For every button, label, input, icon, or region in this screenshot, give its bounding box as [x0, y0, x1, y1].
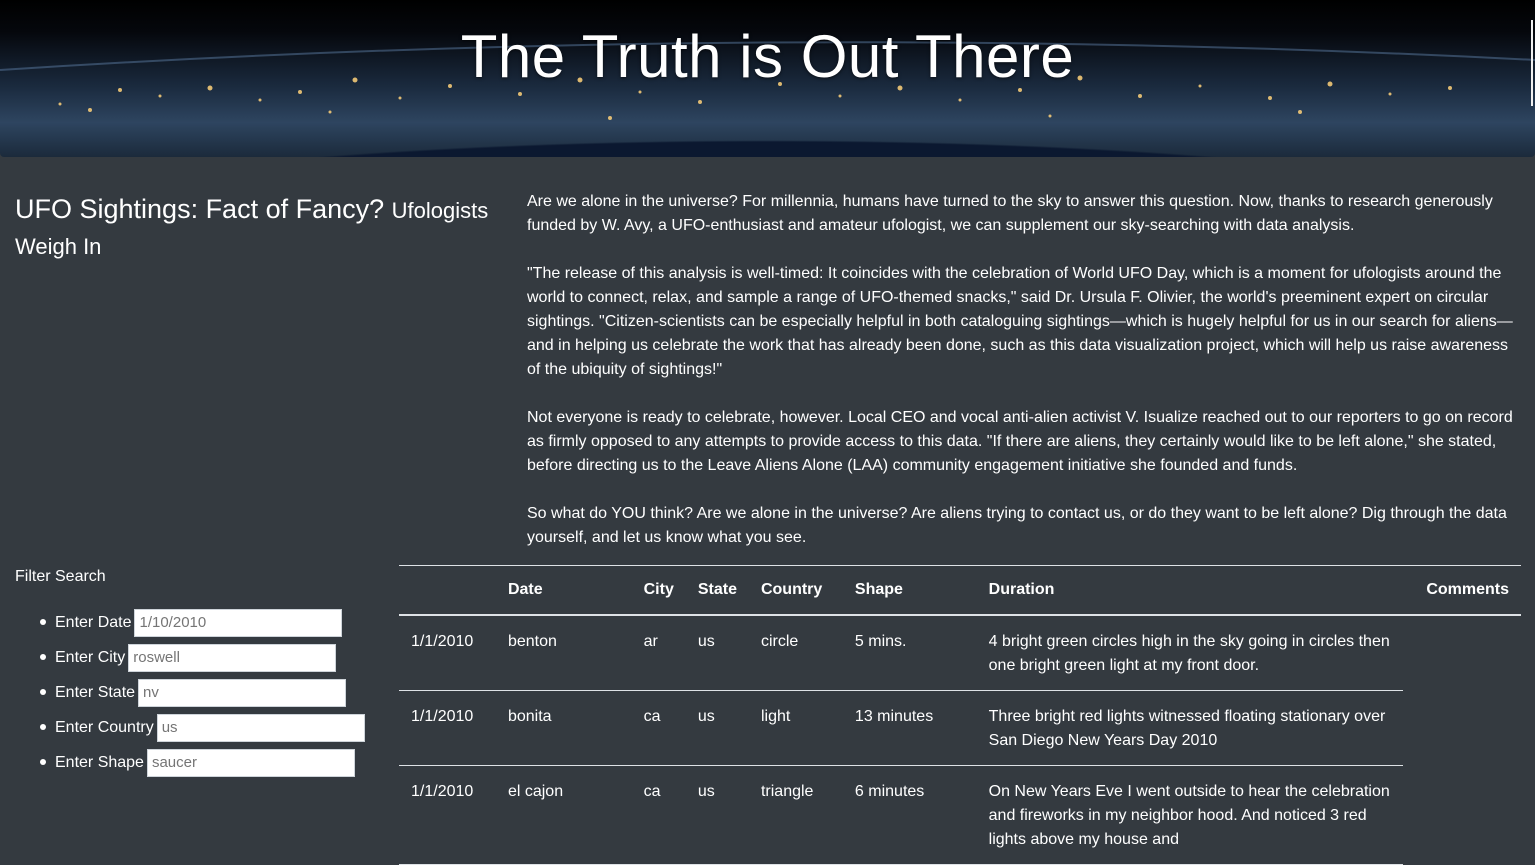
- cell-date: 1/1/2010: [399, 691, 496, 766]
- filter-search-title: Filter Search: [15, 568, 106, 585]
- cell-shape: circle: [749, 615, 843, 691]
- cell-date: 1/1/2010: [399, 615, 496, 691]
- cell-comments: 4 bright green circles high in the sky going in circles then one bright green light at my front door.: [977, 615, 1403, 691]
- table-row: [399, 691, 1521, 766]
- scrollbar[interactable]: [1531, 20, 1533, 106]
- filter-label-state: Enter State: [55, 683, 136, 701]
- filter-item-state: [40, 675, 365, 710]
- cell-state: ca: [632, 766, 686, 865]
- column-header-comments: Comments: [1403, 566, 1521, 616]
- cell-shape: triangle: [749, 766, 843, 865]
- filter-item-city: [40, 640, 365, 675]
- shape-input[interactable]: [147, 749, 355, 777]
- column-header-blank: [399, 566, 496, 616]
- article-paragraph: Are we alone in the universe? For millennia, humans have turned to the sky to answer this question. Now, thanks to research generously funded by W. Avy, a UFO-enthusiast and amateur ufologist, we can supplement our sky-searching with data analysis.: [527, 193, 1493, 234]
- hero-banner: [0, 0, 1535, 157]
- cell-country: us: [686, 766, 749, 865]
- country-input[interactable]: [157, 714, 365, 742]
- cell-city: bonita: [496, 691, 632, 766]
- cell-duration: 13 minutes: [843, 691, 977, 766]
- cell-city: benton: [496, 615, 632, 691]
- filter-label-city: Enter City: [55, 648, 126, 666]
- filter-list: [40, 605, 365, 780]
- cell-state: ca: [632, 691, 686, 766]
- filter-item-country: [40, 710, 365, 745]
- article-heading: [15, 192, 495, 264]
- article-title: UFO Sightings: Fact of Fancy?: [15, 194, 385, 224]
- bullet-icon: [40, 759, 46, 765]
- column-header-shape: Shape: [843, 566, 977, 616]
- cell-comments: Three bright red lights witnessed floating stationary over San Diego New Years Day 2010: [977, 691, 1403, 766]
- city-input[interactable]: [128, 644, 336, 672]
- cell-country: us: [686, 615, 749, 691]
- column-header-city: City: [632, 566, 686, 616]
- date-input[interactable]: [134, 609, 342, 637]
- table-row: [399, 766, 1521, 865]
- cell-comments: On New Years Eve I went outside to hear the celebration and fireworks in my neighbor hood. And noticed 3 red lights above my house and: [977, 766, 1403, 865]
- cell-empty: [1403, 691, 1521, 766]
- article-paragraph: "The release of this analysis is well-timed: It coincides with the celebration of World UFO Day, which is a moment for ufologists around the world to connect, relax, and sample a range of UFO-themed snacks," said Dr. Ursula F. Olivier, the world's preeminent expert on circular sightings. "Citizen-scientists can be especially helpful in both cataloguing sightings—which is hugely helpful for us in our search for aliens—and in helping us celebrate the work that has already been done, such as this data visualization project, which will help us raise awareness of the ubiquity of sightings!": [527, 265, 1513, 378]
- cell-city: el cajon: [496, 766, 632, 865]
- bullet-icon: [40, 654, 46, 660]
- filter-item-date: [40, 605, 365, 640]
- column-header-date: Date: [496, 566, 632, 616]
- article-subtitle: Ufologists Weigh In: [15, 198, 489, 259]
- bullet-icon: [40, 689, 46, 695]
- filter-item-shape: [40, 745, 365, 780]
- column-header-country: Country: [749, 566, 843, 616]
- cell-country: us: [686, 691, 749, 766]
- cell-shape: light: [749, 691, 843, 766]
- cell-state: ar: [632, 615, 686, 691]
- cell-empty: [1403, 766, 1521, 865]
- column-header-state: State: [686, 566, 749, 616]
- cell-duration: 5 mins.: [843, 615, 977, 691]
- bullet-icon: [40, 619, 46, 625]
- page-title: The Truth is Out There: [460, 23, 1075, 90]
- column-header-duration: Duration: [977, 566, 1403, 616]
- filter-label-country: Enter Country: [55, 718, 154, 736]
- cell-empty: [1403, 615, 1521, 691]
- cell-date: 1/1/2010: [399, 766, 496, 865]
- article-paragraph: So what do YOU think? Are we alone in the universe? Are aliens trying to contact us, or do they want to be left alone? Dig through the data yourself, and let us know what you see.: [527, 505, 1507, 546]
- filter-label-date: Enter Date: [55, 613, 132, 631]
- article-body: [527, 190, 1519, 574]
- state-input[interactable]: [138, 679, 346, 707]
- cell-duration: 6 minutes: [843, 766, 977, 865]
- filter-label-shape: Enter Shape: [55, 753, 144, 771]
- ufo-table: [399, 565, 1521, 865]
- article-paragraph: Not everyone is ready to celebrate, however. Local CEO and vocal anti-alien activist V. Isualize reached out to our reporters to go on record as firmly opposed to any attempts to provide access to this data. "If there are aliens, they certainly would like to be left alone," she stated, before directing us to the Leave Aliens Alone (LAA) community engagement initiative she founded and funds.: [527, 409, 1513, 474]
- bullet-icon: [40, 724, 46, 730]
- table-header-row: [399, 566, 1521, 616]
- table-row: [399, 615, 1521, 691]
